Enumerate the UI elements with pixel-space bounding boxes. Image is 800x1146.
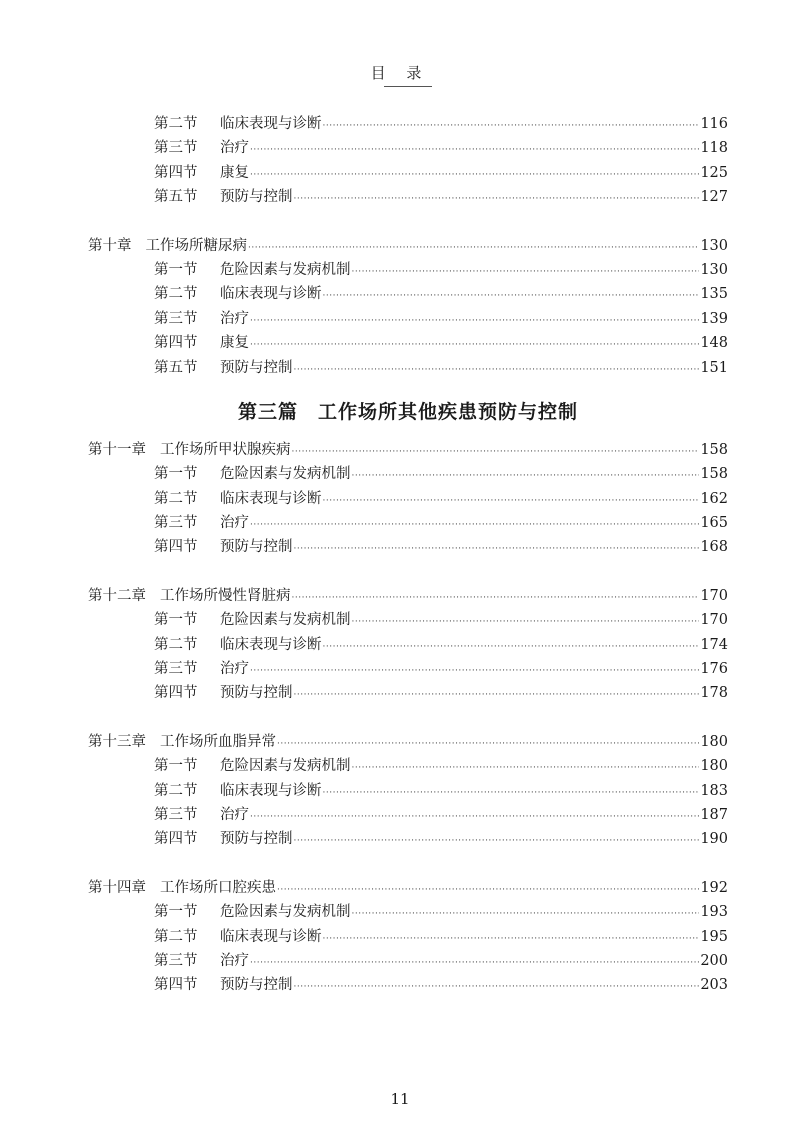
toc-section-entry[interactable] xyxy=(88,973,728,997)
toc-section-entry[interactable] xyxy=(88,535,728,559)
toc-section-entry[interactable] xyxy=(88,900,728,924)
section-title: 危险因素与发病机制 xyxy=(220,261,351,278)
dot-leader xyxy=(250,805,699,829)
section-number: 第四节 xyxy=(154,831,198,848)
section-number: 第三节 xyxy=(154,952,198,969)
section-number: 第三节 xyxy=(154,661,198,678)
dot-leader xyxy=(323,927,700,951)
page-ref: 158 xyxy=(700,466,728,483)
section-title: 预防与控制 xyxy=(220,977,293,994)
toc-section-entry[interactable] xyxy=(88,487,728,511)
page-ref: 170 xyxy=(700,612,728,629)
page-ref: 125 xyxy=(700,164,728,181)
section-title: 治疗 xyxy=(220,310,249,327)
toc-section-entry[interactable] xyxy=(88,307,728,331)
dot-leader xyxy=(294,537,700,561)
section-title: 治疗 xyxy=(220,515,249,532)
toc-section-entry[interactable] xyxy=(88,633,728,657)
dot-leader xyxy=(323,114,700,138)
chapter-number: 第十三章 xyxy=(88,733,146,750)
toc-section-entry[interactable] xyxy=(88,754,728,778)
page-ref: 200 xyxy=(700,952,728,969)
page-ref: 130 xyxy=(700,237,728,254)
toc-chapter-entry[interactable] xyxy=(88,234,728,258)
toc-chapter-entry[interactable] xyxy=(88,438,728,462)
dot-leader xyxy=(250,163,699,187)
section-title: 预防与控制 xyxy=(220,189,293,206)
dot-leader xyxy=(352,902,700,926)
page-ref: 130 xyxy=(700,261,728,278)
dot-leader xyxy=(250,138,699,162)
toc-section-entry[interactable] xyxy=(88,681,728,705)
page-ref: 158 xyxy=(700,441,728,458)
page-ref: 187 xyxy=(700,806,728,823)
page-ref: 127 xyxy=(700,189,728,206)
section-title: 临床表现与诊断 xyxy=(220,286,322,303)
section-title: 康复 xyxy=(220,335,249,352)
dot-leader xyxy=(323,635,700,659)
section-number: 第四节 xyxy=(154,977,198,994)
page-header-title: 目 录 xyxy=(370,64,430,82)
toc-section-entry[interactable] xyxy=(88,331,728,355)
section-title: 康复 xyxy=(220,164,249,181)
toc-section-entry[interactable] xyxy=(88,136,728,160)
section-title: 预防与控制 xyxy=(220,359,293,376)
chapter-number: 第十二章 xyxy=(88,587,146,604)
toc-section-entry[interactable] xyxy=(88,258,728,282)
section-number: 第二节 xyxy=(154,928,198,945)
toc-section-entry[interactable] xyxy=(88,356,728,380)
dot-leader xyxy=(294,975,700,999)
page-ref: 176 xyxy=(700,661,728,678)
section-number: 第五节 xyxy=(154,189,198,206)
dot-leader xyxy=(294,683,700,707)
dot-leader xyxy=(292,440,700,464)
toc-chapter-entry[interactable] xyxy=(88,584,728,608)
toc-section-entry[interactable] xyxy=(88,608,728,632)
page-ref: 183 xyxy=(700,782,728,799)
section-number: 第四节 xyxy=(154,164,198,181)
section-number: 第一节 xyxy=(154,261,198,278)
toc-section-entry[interactable] xyxy=(88,112,728,136)
dot-leader xyxy=(352,756,700,780)
page-ref: 118 xyxy=(700,140,728,157)
page-ref: 203 xyxy=(700,977,728,994)
section-number: 第五节 xyxy=(154,359,198,376)
dot-leader xyxy=(352,260,700,284)
section-title: 临床表现与诊断 xyxy=(220,782,322,799)
section-title: 临床表现与诊断 xyxy=(220,636,322,653)
section-number: 第二节 xyxy=(154,636,198,653)
dot-leader xyxy=(248,236,699,260)
section-number: 第四节 xyxy=(154,335,198,352)
part-heading: 第三篇 工作场所其他疾患预防与控制 xyxy=(237,400,578,423)
page-ref: 192 xyxy=(700,879,728,896)
page-ref: 195 xyxy=(700,928,728,945)
dot-leader xyxy=(294,358,700,382)
section-title: 预防与控制 xyxy=(220,685,293,702)
section-number: 第四节 xyxy=(154,539,198,556)
section-number: 第一节 xyxy=(154,466,198,483)
page-ref: 148 xyxy=(700,335,728,352)
section-title: 危险因素与发病机制 xyxy=(220,612,351,629)
section-title: 危险因素与发病机制 xyxy=(220,466,351,483)
toc-section-entry[interactable] xyxy=(88,282,728,306)
chapter-number: 第十一章 xyxy=(88,441,146,458)
section-title: 预防与控制 xyxy=(220,831,293,848)
dot-leader xyxy=(352,464,700,488)
page-ref: 151 xyxy=(700,359,728,376)
dot-leader xyxy=(323,284,700,308)
dot-leader xyxy=(250,659,699,683)
dot-leader xyxy=(250,513,699,537)
page-ref: 190 xyxy=(700,831,728,848)
section-number: 第三节 xyxy=(154,140,198,157)
section-title: 治疗 xyxy=(220,661,249,678)
dot-leader xyxy=(277,732,699,756)
dot-leader xyxy=(250,309,699,333)
section-title: 治疗 xyxy=(220,952,249,969)
page-ref: 193 xyxy=(700,904,728,921)
page-ref: 139 xyxy=(700,310,728,327)
toc-section-entry[interactable] xyxy=(88,949,728,973)
toc-chapter-entry[interactable] xyxy=(88,730,728,754)
toc-section-entry[interactable] xyxy=(88,779,728,803)
section-number: 第二节 xyxy=(154,490,198,507)
section-number: 第一节 xyxy=(154,758,198,775)
toc-section-entry[interactable] xyxy=(88,185,728,209)
toc-section-entry[interactable] xyxy=(88,462,728,486)
page-ref: 162 xyxy=(700,490,728,507)
page-ref: 170 xyxy=(700,587,728,604)
chapter-title: 工作场所慢性肾脏病 xyxy=(160,587,291,604)
dot-leader xyxy=(352,610,700,634)
toc-section-entry[interactable] xyxy=(88,511,728,535)
toc-chapter-entry[interactable] xyxy=(88,876,728,900)
page-ref: 178 xyxy=(700,685,728,702)
page-ref: 168 xyxy=(700,539,728,556)
page-ref: 135 xyxy=(700,286,728,303)
section-title: 危险因素与发病机制 xyxy=(220,758,351,775)
dot-leader xyxy=(323,489,700,513)
toc-section-entry[interactable] xyxy=(88,827,728,851)
header-underline xyxy=(384,86,432,87)
section-number: 第四节 xyxy=(154,685,198,702)
dot-leader xyxy=(294,829,700,853)
page-ref: 165 xyxy=(700,515,728,532)
chapter-title: 工作场所甲状腺疾病 xyxy=(160,441,291,458)
dot-leader xyxy=(250,951,699,975)
page-number: 11 xyxy=(390,1090,410,1108)
dot-leader xyxy=(294,187,700,211)
section-number: 第二节 xyxy=(154,286,198,303)
section-number: 第二节 xyxy=(154,116,198,132)
dot-leader xyxy=(277,878,699,902)
section-title: 预防与控制 xyxy=(220,539,293,556)
section-title: 治疗 xyxy=(220,140,249,157)
section-number: 第一节 xyxy=(154,612,198,629)
table-of-contents xyxy=(88,112,728,998)
page-ref: 116 xyxy=(700,116,728,132)
section-number: 第三节 xyxy=(154,310,198,327)
page-ref: 180 xyxy=(700,733,728,750)
section-title: 临床表现与诊断 xyxy=(220,116,322,132)
section-number: 第一节 xyxy=(154,904,198,921)
dot-leader xyxy=(323,781,700,805)
section-number: 第三节 xyxy=(154,515,198,532)
section-title: 危险因素与发病机制 xyxy=(220,904,351,921)
toc-section-entry[interactable] xyxy=(88,657,728,681)
section-title: 临床表现与诊断 xyxy=(220,490,322,507)
chapter-title: 工作场所口腔疾患 xyxy=(160,879,276,896)
chapter-title: 工作场所糖尿病 xyxy=(145,237,247,254)
toc-section-entry[interactable] xyxy=(88,803,728,827)
page-ref: 174 xyxy=(700,636,728,653)
dot-leader xyxy=(292,586,700,610)
toc-section-entry[interactable] xyxy=(88,161,728,185)
toc-section-entry[interactable] xyxy=(88,925,728,949)
section-number: 第二节 xyxy=(154,782,198,799)
page-ref: 180 xyxy=(700,758,728,775)
dot-leader xyxy=(250,333,699,357)
section-title: 临床表现与诊断 xyxy=(220,928,322,945)
chapter-title: 工作场所血脂异常 xyxy=(160,733,276,750)
chapter-number: 第十四章 xyxy=(88,879,146,896)
section-number: 第三节 xyxy=(154,806,198,823)
chapter-number: 第十章 xyxy=(88,237,132,254)
section-title: 治疗 xyxy=(220,806,249,823)
